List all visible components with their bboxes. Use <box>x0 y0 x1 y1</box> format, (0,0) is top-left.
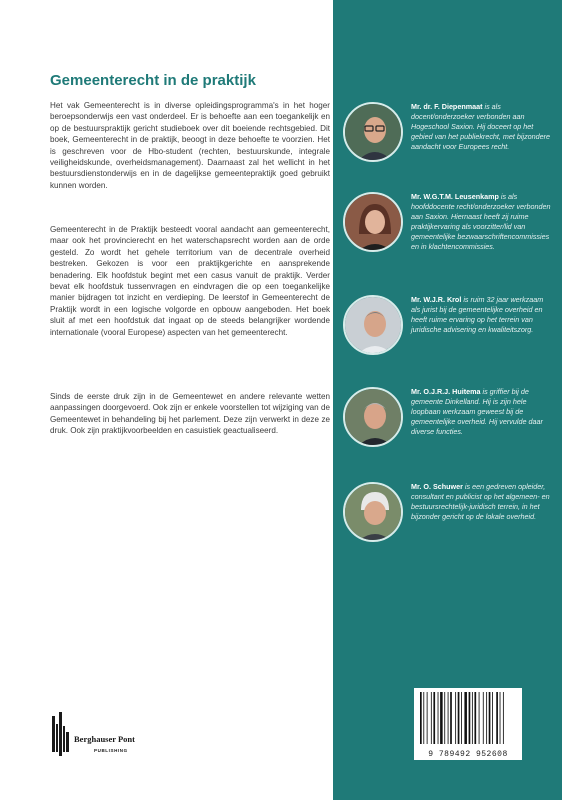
publisher-subtitle: PUBLISHING <box>94 748 128 753</box>
person-portrait-icon <box>345 389 403 447</box>
isbn-number: 9 789492 952608 <box>428 750 508 759</box>
person-portrait-icon <box>345 484 403 542</box>
blurb-paragraph-2: Gemeenterecht in de Praktijk besteedt vooral aandacht aan gemeenterecht, maar ook het provincierecht en het waterschapsrecht worden aan de orde gesteld. Zo wordt het gehele territorium van de decentrale overheid bestreken. Gekozen is voor een praktijkgerichte en aansprekende benadering. Elk hoofdstuk begint met een casus vanuit de praktijk. Verder bevat elk hoofdstuk tussenvragen en eindvragen die op een toegankelijke manier bijdragen tot inzicht en verdieping. De leerstof in Gemeenterecht de Praktijk wordt in een logische volgorde en opbouw aangeboden. Het boek sluit af met een hoofdstuk dat ingaat op de steeds belangrijker wordende internationale (vooral Europese) aspecten van het gemeenterecht. <box>50 225 330 337</box>
author-name: Mr. O. Schuwer <box>411 482 463 491</box>
publisher-name: Berghauser Pont <box>74 734 135 744</box>
person-portrait-icon <box>345 104 403 162</box>
author-bio: is een gedreven opleider, consultant en publicist op het algemeen- en bestuursrechtelijk-juridisch terrein, in het bijzonder gericht op de lokale overheid. <box>411 482 550 521</box>
blurb-paragraph-3: Sinds de eerste druk zijn in de Gemeentewet en andere relevante wetten aanpassingen doorgevoerd. Ook zijn er enkele voorstellen tot wijziging van de Gemeentewet in behandeling bij het parlement. Deze zijn verwerkt in deze ze druk. Ook zijn praktijkvoorbeelden en casuistiek geactualiseerd. <box>50 392 330 436</box>
author-name: Mr. W.J.R. Krol <box>411 295 462 304</box>
author-name: Mr. O.J.R.J. Huitema <box>411 387 481 396</box>
author-name: Mr. dr. F. Diepenmaat <box>411 102 483 111</box>
author-block <box>343 295 558 385</box>
author-bio: is als docent/onderzoeker verbonden aan Hogeschool Saxion. Hij doceert op het gebied van het publiekrecht, met bijzondere aandacht voor Europees recht. <box>411 102 551 151</box>
author-photo <box>343 102 403 162</box>
publisher-logo <box>52 712 192 762</box>
author-bio: is als hoofddocente recht/onderzoeker verbonden aan Saxion. Hiernaast heeft zij ruime praktijkervaring als voorzitter/lid van gemeentelijke bezwaarschriftencommissies en in klachtencommissies. <box>411 192 551 251</box>
author-block <box>343 482 558 572</box>
person-portrait-icon <box>345 194 403 252</box>
author-photo <box>343 387 403 447</box>
barcode-bars <box>419 692 517 744</box>
author-bio: is griffier bij de gemeente Dinkelland. Hij is zijn hele loopbaan werkzaam geweest bij de gemeentelijke overheid. Hij vervulde daar diverse functies. <box>411 387 543 436</box>
book-title: Gemeenterecht in de praktijk <box>50 72 256 89</box>
author-photo <box>343 482 403 542</box>
isbn-barcode <box>414 688 522 760</box>
author-block <box>343 192 558 282</box>
author-name: Mr. W.G.T.M. Leusenkamp <box>411 192 499 201</box>
author-photo <box>343 192 403 252</box>
publisher-mark-icon <box>52 712 72 762</box>
author-block <box>343 387 558 477</box>
blurb-paragraph-1: Het vak Gemeenterecht is in diverse opleidingsprogramma's in het hoger beroepsonderwijs een vast onderdeel. Er is behoefte aan een toegankelijk en op de bestuurspraktijk gericht studieboek over dit boeiende rechtsgebied. Dit boek, Gemeenterecht in de praktijk, beoogt in deze behoefte te voorzien. Het is geschreven voor de Hbo-student (rechten, bestuurskunde, integrale veiligheidskunde, overheidsmanagement). Daarnaast zal het wellicht in het bestuursdienstonderwijs en in de dagelijkse gemeentepraktijk goed gebruikt kunnen worden. <box>50 101 330 190</box>
author-photo <box>343 295 403 355</box>
author-bio: is ruim 32 jaar werkzaam als jurist bij de gemeentelijke overheid en heeft ruime ervaring op het terrein van juridische advisering en kwaliteitszorg. <box>411 295 544 334</box>
author-block <box>343 102 558 192</box>
person-portrait-icon <box>345 297 403 355</box>
